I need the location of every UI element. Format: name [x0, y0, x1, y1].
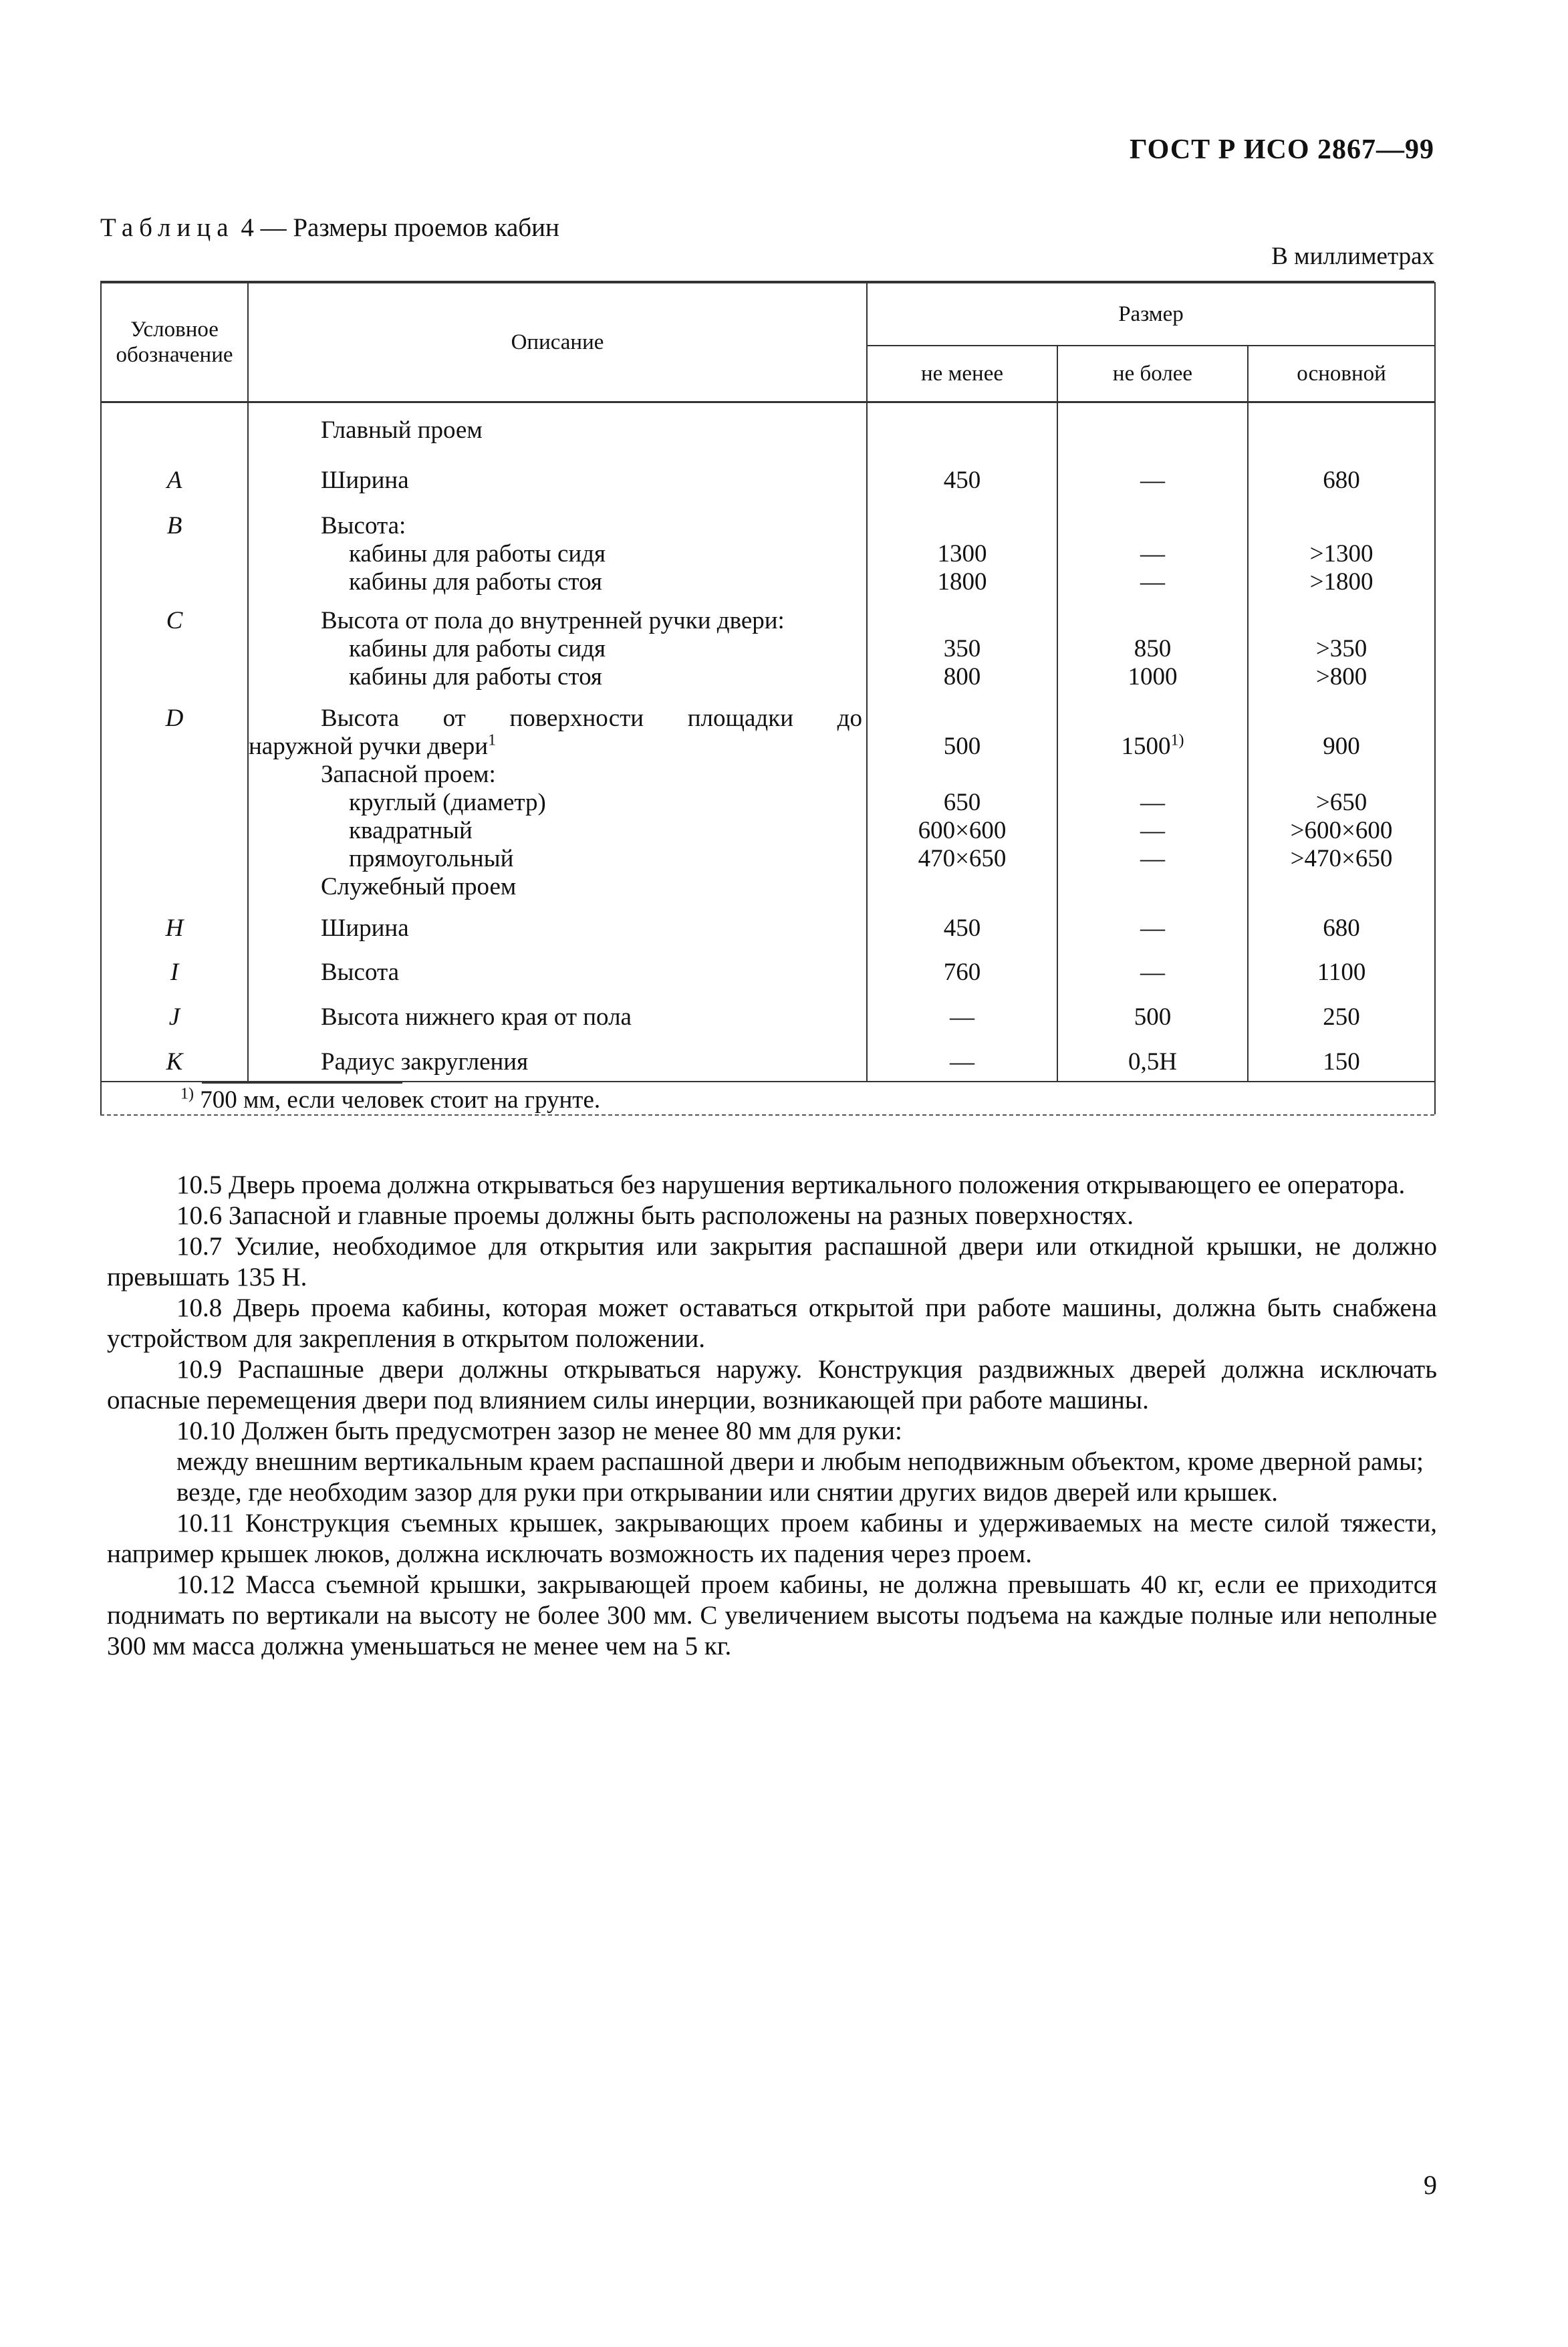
cell-nominal: 150 [1248, 1035, 1435, 1082]
table-row [101, 705, 1435, 901]
table-footnote [102, 1086, 1434, 1114]
row-description: Высота от пола до внутренней ручки двери: [321, 606, 785, 634]
cell-nominal: >1300 [1309, 539, 1374, 568]
cell-min: 350 [943, 634, 981, 662]
paragraph-10-10-item-a: между внешним вертикальным краем распашной двери и любым неподвижным объектом, кроме дверной рамы; [176, 1447, 1424, 1476]
cell-nominal: >650 [1315, 788, 1367, 816]
row-code: K [101, 1035, 248, 1082]
footnote-text: 700 мм, если человек стоит на грунте. [194, 1086, 601, 1114]
cell-max: — [1140, 539, 1165, 568]
cell-max: — [1057, 467, 1248, 512]
header-code: Условное обозначение [101, 283, 248, 402]
dimensions-table-frame [100, 281, 1434, 1116]
cell-max: — [1140, 816, 1165, 844]
cell-min: 1300 [937, 539, 987, 568]
row-sub-description: кабины для работы стоя [349, 568, 602, 596]
cell-nominal: 680 [1248, 901, 1435, 945]
table-row [101, 402, 1435, 467]
row-code: C [101, 607, 248, 705]
paragraph-10-10: 10.10 Должен быть предусмотрен зазор не менее 80 мм для руки: [176, 1416, 902, 1445]
paragraph-10-6: 10.6 Запасной и главные проемы должны быть расположены на разных поверхностях. [176, 1201, 1134, 1230]
cell-nominal: >800 [1315, 662, 1367, 691]
table-caption-title: 4 — Размеры проемов кабин [234, 213, 559, 242]
cell-min: — [867, 990, 1057, 1035]
header-max: не более [1057, 346, 1248, 402]
row-sub-description: круглый (диаметр) [349, 788, 546, 816]
table-caption-word: Таблица [100, 213, 235, 242]
row-sub-description: кабины для работы сидя [349, 539, 606, 568]
cell-min: 1800 [937, 568, 987, 596]
cell-min: 500 [943, 732, 981, 760]
footnote-reference: 1 [488, 731, 497, 749]
service-opening-label: Служебный проем [321, 872, 517, 900]
cell-max: 1000 [1128, 662, 1178, 691]
cell-max: 0,5H [1057, 1035, 1248, 1082]
table-row [101, 990, 1435, 1035]
table-row [101, 945, 1435, 990]
row-description: Высота: [321, 511, 406, 539]
footnote-reference: 1) [1170, 731, 1184, 749]
paragraph-10-7: 10.7 Усилие, необходимое для открытия или закрытия распашной двери или откидной крышки, не должно превышать 135 Н. [107, 1232, 1437, 1291]
row-description-continued: наружной ручки двери [249, 732, 489, 760]
row-code: A [101, 467, 248, 512]
row-description: Высота [321, 958, 400, 986]
row-code: J [101, 990, 248, 1035]
row-sub-description: прямоугольный [349, 844, 514, 872]
paragraph-10-9: 10.9 Распашные двери должны открываться наружу. Конструкция раздвижных дверей должна исключать опасные перемещения двери под влиянием силы инерции, возникающей при работе машины. [107, 1355, 1437, 1414]
description-word: Высота [321, 704, 400, 732]
row-code: D [101, 705, 248, 901]
table-row [101, 607, 1435, 705]
table-row [101, 512, 1435, 607]
row-sub-description: кабины для работы стоя [349, 662, 602, 691]
cell-nominal: >600×600 [1290, 816, 1393, 844]
paragraph-10-5: 10.5 Дверь проема должна открываться без нарушения вертикального положения открывающего ее оператора. [176, 1170, 1406, 1199]
description-word: поверхности [509, 704, 644, 732]
footnote-rule [202, 1082, 402, 1084]
description-word: площадки [687, 704, 794, 732]
cell-max: — [1140, 844, 1165, 872]
table-row [101, 901, 1435, 945]
table-footnote-row [101, 1082, 1435, 1114]
cell-nominal: >350 [1315, 634, 1367, 662]
row-code: H [101, 901, 248, 945]
row-description: Радиус закругления [321, 1047, 529, 1076]
cell-min: 600×600 [918, 816, 1007, 844]
dimensions-table [100, 282, 1436, 1114]
row-description: Высота нижнего края от пола [321, 1003, 632, 1031]
cell-min: 760 [867, 945, 1057, 990]
cell-max: 1500 [1121, 732, 1171, 760]
paragraph-10-12: 10.12 Масса съемной крышки, закрывающей проем кабины, не должна превышать 40 кг, если ее приходится поднимать по вертикали на высоту не более 300 мм. С увеличением высоты подъема на каждые полные или неполные 300 мм масса должна уменьшаться не менее чем на 5 кг. [107, 1570, 1437, 1660]
page-number: 9 [1424, 2170, 1437, 2200]
row-code: I [101, 945, 248, 990]
header-description: Описание [248, 283, 867, 402]
row-description: Ширина [321, 914, 409, 942]
cell-min: 470×650 [918, 844, 1007, 872]
row-description: Ширина [321, 466, 409, 494]
description-word: от [442, 704, 466, 732]
cell-max: — [1140, 568, 1165, 596]
header-nominal: основной [1248, 346, 1435, 402]
cell-max: 500 [1057, 990, 1248, 1035]
row-code: B [101, 512, 248, 607]
cell-max: — [1057, 901, 1248, 945]
description-word: до [837, 704, 862, 732]
cell-nominal: 250 [1248, 990, 1435, 1035]
footnote-mark: 1) [180, 1085, 194, 1103]
cell-nominal: 900 [1323, 732, 1360, 760]
cell-nominal: >470×650 [1290, 844, 1393, 872]
cell-max: 850 [1134, 634, 1172, 662]
cell-min: — [867, 1035, 1057, 1082]
header-size: Размер [867, 283, 1435, 346]
cell-min: 800 [943, 662, 981, 691]
paragraph-10-8: 10.8 Дверь проема кабины, которая может оставаться открытой при работе машины, должна быть снабжена устройством для закрепления в открытом положении. [107, 1293, 1437, 1353]
cell-nominal: >1800 [1309, 568, 1374, 596]
units-note: В миллиметрах [1271, 243, 1434, 270]
cell-max: — [1140, 788, 1165, 816]
cell-max: — [1057, 945, 1248, 990]
row-sub-description: кабины для работы сидя [349, 634, 606, 662]
main-opening-label: Главный проем [321, 416, 483, 444]
paragraph-10-10-item-b: везде, где необходим зазор для руки при открывании или снятии других видов дверей или крышек. [176, 1478, 1279, 1507]
row-sub-description: квадратный [349, 816, 473, 844]
body-text [107, 1170, 1437, 1662]
cell-nominal: 680 [1248, 467, 1435, 512]
table-row [101, 1035, 1435, 1082]
cell-min: 450 [867, 901, 1057, 945]
cell-min: 450 [867, 467, 1057, 512]
cell-min: 650 [943, 788, 981, 816]
table-bottom-border [100, 1114, 1434, 1116]
paragraph-10-11: 10.11 Конструкция съемных крышек, закрывающих проем кабины и удерживаемых на месте силой тяжести, например крышек люков, должна исключать возможность их падения через проем. [107, 1509, 1437, 1568]
table-row [101, 467, 1435, 512]
table-caption [100, 213, 559, 243]
header-min: не менее [867, 346, 1057, 402]
document-header: ГОСТ Р ИСО 2867—99 [1129, 134, 1434, 165]
row-description-line [249, 705, 866, 733]
cell-nominal: 1100 [1248, 945, 1435, 990]
emergency-opening-label: Запасной проем: [321, 760, 496, 788]
